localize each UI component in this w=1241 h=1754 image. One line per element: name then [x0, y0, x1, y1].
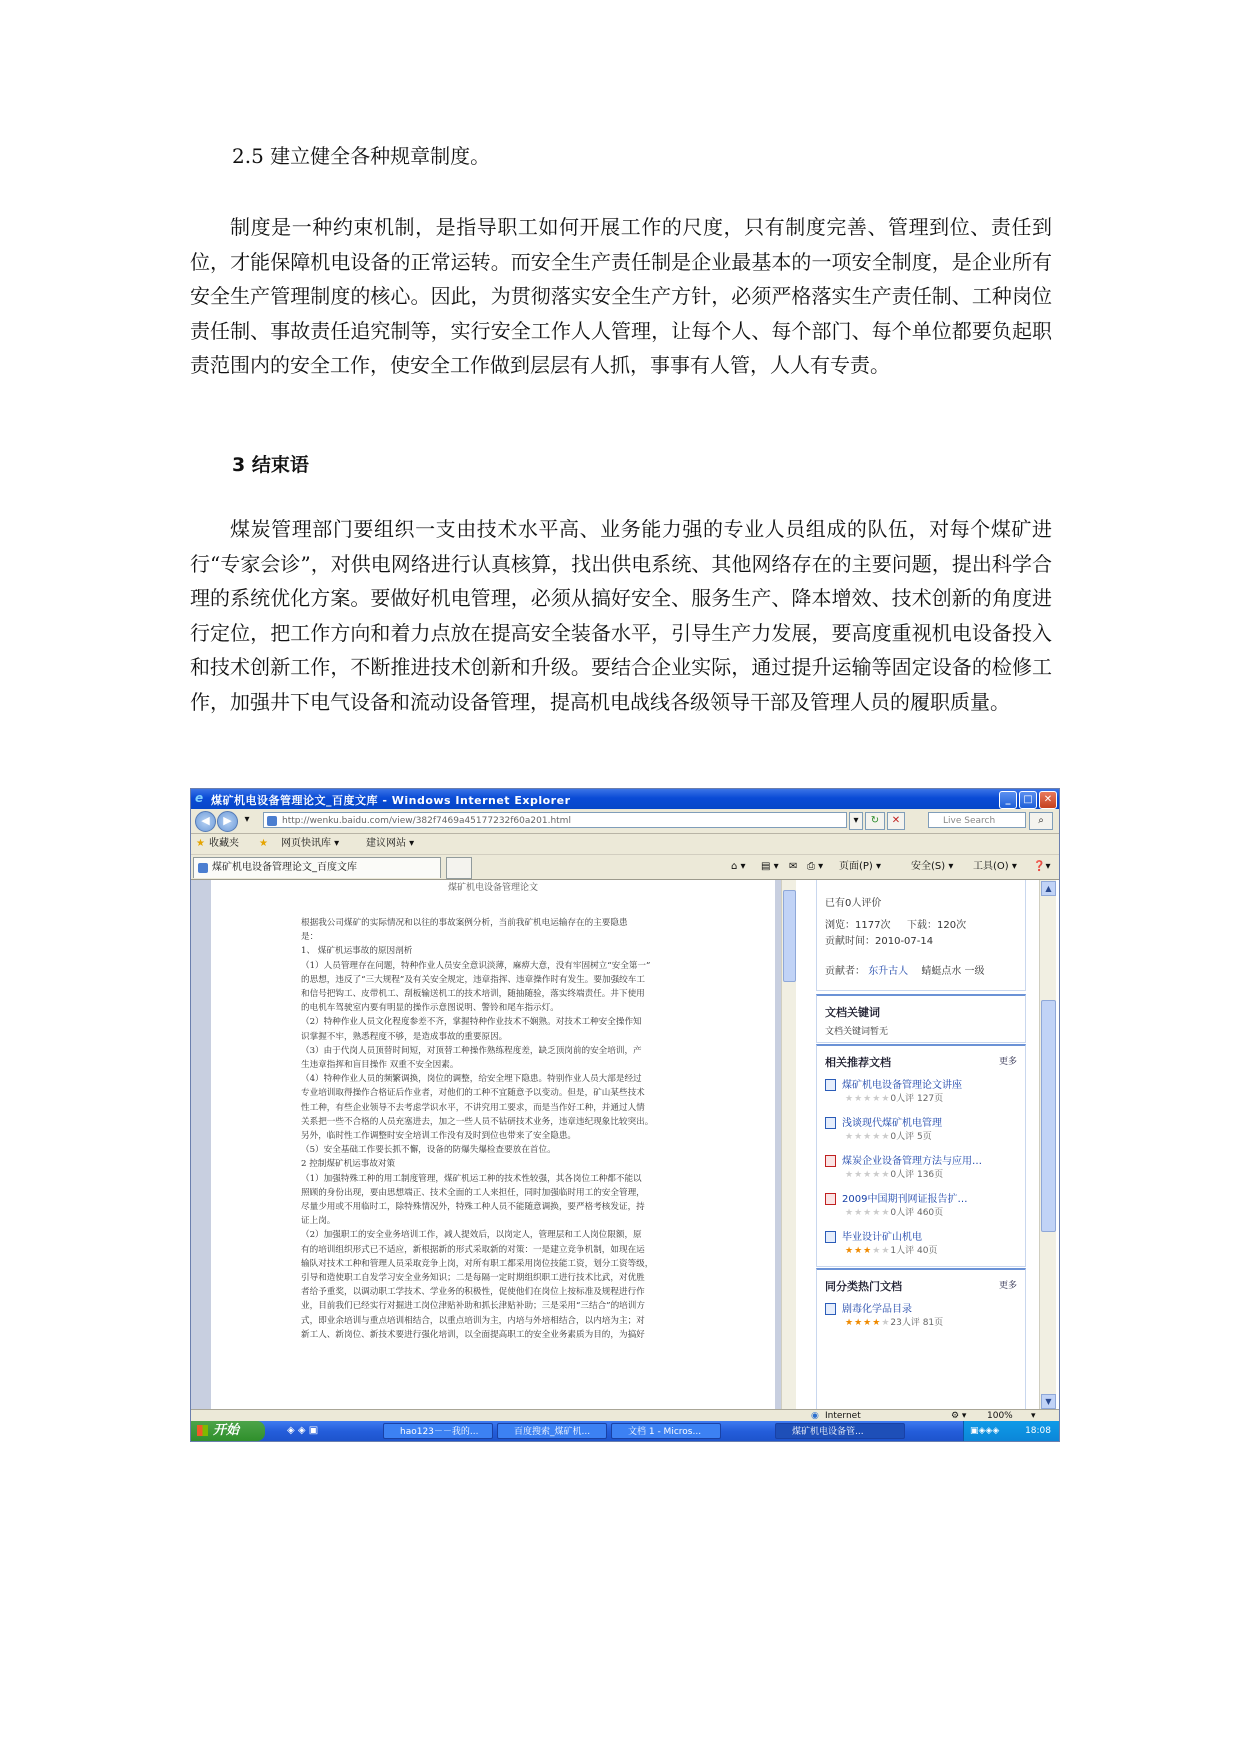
document-line: 尽量少用或不用临时工，除特殊情况外，特殊工种人员不能随意调换，要严格考核发证，持 [301, 1202, 645, 1213]
star-icon: ★ [845, 1208, 855, 1218]
task-current-ie[interactable]: 煤矿机电设备管... [775, 1423, 905, 1439]
tab-bar [191, 855, 1059, 880]
recommended-doc-item[interactable] [825, 1152, 982, 1180]
page-content [191, 880, 1059, 1409]
globe-icon: ◉ [811, 1411, 819, 1421]
related-more-link[interactable]: 更多 [998, 1057, 1017, 1067]
fav-item-web-slices[interactable]: 网页快讯库 ▾ [281, 838, 340, 849]
tab-page-icon [198, 863, 208, 873]
document-scroll-thumb[interactable] [783, 890, 796, 982]
pdf-file-icon [825, 1155, 836, 1167]
star-icon: ★ [863, 1208, 873, 1218]
recommended-doc-item[interactable] [825, 1114, 942, 1142]
hot-more-link[interactable]: 更多 [998, 1281, 1017, 1291]
document-line: 输队对技术工种和管理人员采取竞争上岗，对所有职工都采用岗位技能工资，划分工资等级， [301, 1258, 654, 1269]
window-titlebar [191, 789, 1059, 809]
document-line: 性工种，有些企业领导不去考虑学识水平，不讲究用工要求，而是当作好工种，并通过人情 [301, 1102, 645, 1113]
recommended-doc-title[interactable]: 毕业设计矿山机电 [842, 1232, 922, 1243]
doc-file-icon [825, 1231, 836, 1243]
star-icon: ★ [881, 1208, 891, 1218]
document-viewer [191, 880, 796, 1409]
tools-menu[interactable]: 工具(O) ▾ [973, 861, 1017, 872]
document-line: （2）特种作业人员文化程度参差不齐，掌握特种作业技术不娴熟。对技术工种安全操作知 [301, 1017, 642, 1028]
star-icon: ★ [845, 1094, 855, 1104]
document-line: （4）特种作业人员的频繁调换，岗位的调整，给安全埋下隐患。特别作业人员大部是经过 [301, 1074, 642, 1085]
document-line: 和信号把钩工、皮带机工、刮板输送机工的技术培训，随抽随验，落实终端责任。井下使用 [301, 989, 645, 1000]
quicklaunch-icons[interactable]: ◈ ◈ ▣ [287, 1425, 319, 1436]
recommended-doc-title[interactable]: 剧毒化学品目录 [842, 1304, 912, 1315]
home-icon[interactable]: ⌂ ▾ [731, 861, 746, 872]
clock: 18:08 [1025, 1426, 1051, 1436]
document-line: 新工人、新岗位、新技术要进行强化培训，以全面提高职工的安全业务素质为目的，为搞好 [301, 1329, 645, 1340]
hot-docs-title: 同分类热门文档 [825, 1280, 902, 1293]
star-icon: ★ [872, 1132, 882, 1142]
keywords-title: 文档关键词 [825, 1006, 880, 1019]
feeds-icon[interactable]: ▤ ▾ [761, 861, 779, 872]
document-line: 照顾的身份出现，要由思想端正、技术全面的工人来担任，同时加强临时用工的安全管理， [301, 1187, 645, 1198]
favorites-button[interactable]: 收藏夹 [209, 838, 239, 849]
star-icon: ★ [863, 1132, 873, 1142]
document-line: 证上岗。 [301, 1216, 336, 1227]
recommended-doc-item[interactable] [825, 1228, 937, 1256]
refresh-button[interactable]: ↻ [865, 812, 885, 830]
close-button[interactable]: ✕ [1039, 791, 1057, 809]
star-icon: ★ [881, 1318, 891, 1328]
scroll-down-arrow[interactable]: ▼ [1041, 1394, 1056, 1409]
contribution-time: 贡献时间：2010-07-14 [825, 936, 934, 947]
document-page [211, 880, 775, 1409]
document-line: （1）人员管理存在问题，特种作业人员安全意识淡薄，麻痹大意，没有牢固树立“安全第一” [301, 960, 651, 971]
document-line: 生违章指挥和盲目操作 双重不安全因素。 [301, 1060, 459, 1071]
minimize-button[interactable]: _ [999, 791, 1017, 809]
star-icon: ★ [854, 1132, 864, 1142]
star-icon: ★ [881, 1094, 891, 1104]
help-icon[interactable]: ❓▾ [1033, 861, 1051, 872]
star-icon: ★ [845, 1170, 855, 1180]
document-line: 识掌握不牢，熟悉程度不够，是造成事故的重要原因。 [301, 1031, 508, 1042]
star-icon: ★ [854, 1208, 864, 1218]
document-line: 的思想，违反了“三大规程”及有关安全规定，违章指挥、违章操作时有发生。要加强绞车工 [301, 974, 645, 985]
view-count: 浏览：1177次 [825, 920, 891, 931]
download-count: 下载：120次 [907, 920, 967, 931]
document-line: （3）由于代岗人员顶替时间短，对顶替工种操作熟练程度差，缺乏顶岗前的安全培训，产 [301, 1045, 642, 1056]
scroll-up-arrow[interactable]: ▲ [1041, 881, 1056, 896]
stop-button[interactable]: ✕ [887, 812, 905, 830]
keywords-text: 文档关键词暂无 [825, 1027, 889, 1037]
windows-flag-icon [197, 1425, 208, 1436]
document-line: 式，即业余培训与重点培训相结合，以重点培训为主，内培与外培相结合，以内培为主；对 [301, 1315, 645, 1326]
recommended-doc-meta: 0人评 5页 [890, 1132, 932, 1142]
page-scroll-thumb[interactable] [1041, 1000, 1056, 1232]
star-icon: ★ [845, 1318, 855, 1328]
document-line: 业，目前我们已经实行对掘进工岗位津贴补助和抓长津贴补助；三是采用“三结合”的培训方 [301, 1301, 645, 1312]
print-icon[interactable]: ⎙ ▾ [807, 861, 824, 872]
paragraph-regulations: 制度是一种约束机制，是指导职工如何开展工作的尺度，只有制度完善、管理到位、责任到位，才能保障机电设备的正常运转。而安全生产责任制是企业最基本的一项安全制度，是企业所有安全生产管理制度的核心。因此，为贯彻落实安全生产方针，必须严格落实生产责任制、工种岗位责任制、事故责任追究制等，实行安全工作人人管理，让每个人、每个部门、每个单位都要负起职责范围内的安全工作，使安全工作做到层层有人抓，事事有人管，人人有专责。 [190, 215, 1052, 377]
zoom-dropdown[interactable]: ▾ [1031, 1411, 1036, 1421]
taskbar [191, 1421, 1059, 1441]
start-button[interactable]: 开始 [191, 1421, 265, 1441]
star-icon: ★ [881, 1246, 891, 1256]
safety-menu[interactable]: 安全(S) ▾ [911, 861, 954, 872]
star-icon: ★ [872, 1170, 882, 1180]
zone-label: Internet [825, 1411, 861, 1421]
mail-icon[interactable]: ✉ [789, 861, 798, 872]
recommended-doc-title[interactable]: 煤炭企业设备管理方法与应用… [842, 1156, 982, 1167]
recommended-doc-item[interactable] [825, 1076, 962, 1104]
recommended-doc-item[interactable] [825, 1190, 967, 1218]
page-icon [267, 816, 277, 826]
star-icon: ★ [863, 1246, 873, 1256]
document-line: 1、 煤矿机运事故的原因剖析 [301, 946, 413, 957]
star-icon: ★ [872, 1318, 882, 1328]
star-icon: ★ [872, 1094, 882, 1104]
star-icon: ★ [854, 1094, 864, 1104]
star-icon: ★ [863, 1094, 873, 1104]
contributor-level: 蜻蜓点水 一级 [921, 966, 985, 977]
contributor-row [825, 962, 985, 977]
paragraph-conclusion: 煤炭管理部门要组织一支由技术水平高、业务能力强的专业人员组成的队伍，对每个煤矿进行“专家会诊”，对供电网络进行认真核算，找出供电系统、其他网络存在的主要问题，提出科学合理的系统优化方案。要做好机电管理，必须从搞好安全、服务生产、降本增效、技术创新的角度进行定位，把工作方向和着力点放在提高安全装备水平，引导生产力发展，要高度重视机电设备投入和技术创新工作，不断推进技术创新和升级。要结合企业实际，通过提升运输等固定设备的检修工作，加强井下电气设备和流动设备管理，提高机电战线各级领导干部及管理人员的履职质量。 [190, 517, 1052, 714]
favorites-star-icon: ★ [196, 838, 205, 849]
star-icon: ★ [854, 1318, 864, 1328]
rating-stars [845, 1094, 890, 1104]
rating-stars [845, 1318, 890, 1328]
tab-current[interactable]: 煤矿机电设备管理论文_百度文库 [193, 857, 441, 878]
browser-screenshot [190, 788, 1060, 1442]
document-line: 2 控制煤矿机运事故对策 [301, 1159, 396, 1170]
maximize-button[interactable]: □ [1019, 791, 1037, 809]
fav-item-suggested-sites[interactable]: 建议网站 ▾ [366, 838, 415, 849]
rating-stars [845, 1170, 890, 1180]
recommended-doc-meta: 23人评 81页 [890, 1318, 944, 1328]
url-input[interactable]: http://wenku.baidu.com/view/382f7469a45177232f60a201.html [263, 812, 847, 828]
add-favorite-icon[interactable]: ★ [259, 838, 268, 849]
recommended-doc-meta: 0人评 127页 [890, 1094, 944, 1104]
doc-file-icon [825, 1303, 836, 1315]
star-icon: ★ [863, 1318, 873, 1328]
window-title: 煤矿机电设备管理论文_百度文库 - Windows Internet Explorer [211, 794, 571, 807]
document-line: 专业培训取得操作合格证后作业者，对他们的工种不宜随意予以变动。但是，矿山某些技术 [301, 1088, 645, 1099]
document-line: 有的培训组织形式已不适应，新根据新的形式采取新的对策：一是建立竞争机制，如现在运 [301, 1244, 645, 1255]
rating-count: 已有0人评价 [825, 898, 882, 909]
nav-dropdown-button[interactable]: ▾ [244, 814, 250, 825]
document-line: （2）加强职工的安全业务培训工作，减人提效后，以岗定人，管理层和工人岗位限额，原 [301, 1230, 642, 1241]
star-icon: ★ [872, 1208, 882, 1218]
section-heading-2-5: 2.5 建立健全各种规章制度。 [232, 144, 491, 168]
document-line: 关系把一些不合格的人员充塞进去，加之一些人员不钻研技术业务，违章违纪现象比较突出。 [301, 1116, 654, 1127]
hot-docs-box [816, 1268, 1026, 1412]
protected-mode-icon[interactable]: ⚙ ▾ [951, 1411, 967, 1421]
star-icon: ★ [854, 1246, 864, 1256]
address-bar [191, 809, 1059, 834]
contributor-label: 贡献者： [825, 966, 865, 977]
doc-info-box [816, 880, 1026, 991]
page-menu[interactable]: 页面(P) ▾ [839, 861, 882, 872]
star-icon: ★ [881, 1170, 891, 1180]
favorites-bar [191, 834, 1059, 855]
section-heading-3: 3 结束语 [232, 454, 309, 476]
recommended-doc-title[interactable]: 浅谈现代煤矿机电管理 [842, 1118, 942, 1129]
recommended-doc-item[interactable] [825, 1300, 943, 1328]
star-icon: ★ [881, 1132, 891, 1142]
star-icon: ★ [845, 1132, 855, 1142]
recommended-doc-meta: 0人评 136页 [890, 1170, 944, 1180]
related-docs-box [816, 1044, 1026, 1267]
document-line: 的电机车驾驶室内要有明显的操作示意图说明、警铃和尾车指示灯。 [301, 1003, 559, 1014]
document-line: 根据我公司煤矿的实际情况和以往的事故案例分析，当前我矿机电运输存在的主要隐患 [301, 918, 628, 928]
recommended-doc-meta: 0人评 460页 [890, 1208, 944, 1218]
ie-logo-icon: e [195, 791, 204, 805]
document-scrollbar[interactable] [781, 880, 796, 1409]
document-line: （5）安全基础工作要长抓不懈，设备的防爆失爆检查要放在首位。 [301, 1145, 556, 1156]
document-line: 是： [301, 932, 319, 943]
document-line: 引导和造使职工自发学习安全业务知识；二是每隔一定时期组织职工进行技术比武，对优胜 [301, 1273, 645, 1284]
url-dropdown-button[interactable]: ▾ [849, 812, 863, 830]
rating-stars [845, 1246, 890, 1256]
star-icon: ★ [845, 1246, 855, 1256]
document-line: 另外，临时性工作调整时安全培训工作没有及时到位也带来了安全隐患。 [301, 1131, 577, 1142]
back-button[interactable]: ◀ [195, 811, 216, 832]
star-icon: ★ [872, 1246, 882, 1256]
doc-file-icon [825, 1117, 836, 1129]
task-baidu-search[interactable]: 百度搜索_煤矿机... [497, 1423, 607, 1439]
recommended-doc-title[interactable]: 2009中国期刊网证报告扩… [842, 1194, 968, 1205]
document-body [301, 916, 693, 1342]
document-line: 者给予重奖，以调动职工学技术、学业务的积极性，促使他们在岗位上按标准及规程进行作 [301, 1287, 645, 1298]
task-hao123[interactable]: hao123－－我的... [383, 1423, 493, 1439]
search-button[interactable]: ⌕ [1029, 812, 1053, 830]
contributor-link[interactable]: 东升古人 [868, 966, 909, 977]
tray-icons[interactable]: ▣◈◈◈ [970, 1426, 1000, 1436]
doc-file-icon [825, 1079, 836, 1091]
search-input[interactable]: Live Search [928, 812, 1026, 828]
star-icon: ★ [854, 1170, 864, 1180]
recommended-doc-title[interactable]: 煤矿机电设备管理论文讲座 [842, 1080, 962, 1091]
pdf-file-icon [825, 1193, 836, 1205]
system-tray [963, 1421, 1059, 1441]
info-sidebar [814, 880, 1034, 1409]
rating-stars [845, 1132, 890, 1142]
document-title: 煤矿机电设备管理论文 [447, 883, 538, 893]
forward-button[interactable]: ▶ [217, 811, 238, 832]
task-word-document[interactable]: 文档 1 - Micros... [611, 1423, 721, 1439]
recommended-doc-meta: 1人评 40页 [890, 1246, 938, 1256]
related-docs-title: 相关推荐文档 [825, 1056, 891, 1069]
keywords-box [816, 994, 1026, 1043]
document-line: （1）加强特殊工种的用工制度管理，煤矿机运工种的技术性较强，其各岗位工种都不能以 [301, 1173, 642, 1184]
rating-stars [845, 1208, 890, 1218]
new-tab-button[interactable] [446, 857, 472, 879]
star-icon: ★ [863, 1170, 873, 1180]
page-scrollbar[interactable] [1039, 880, 1056, 1409]
zoom-level[interactable]: 100% [987, 1411, 1013, 1421]
